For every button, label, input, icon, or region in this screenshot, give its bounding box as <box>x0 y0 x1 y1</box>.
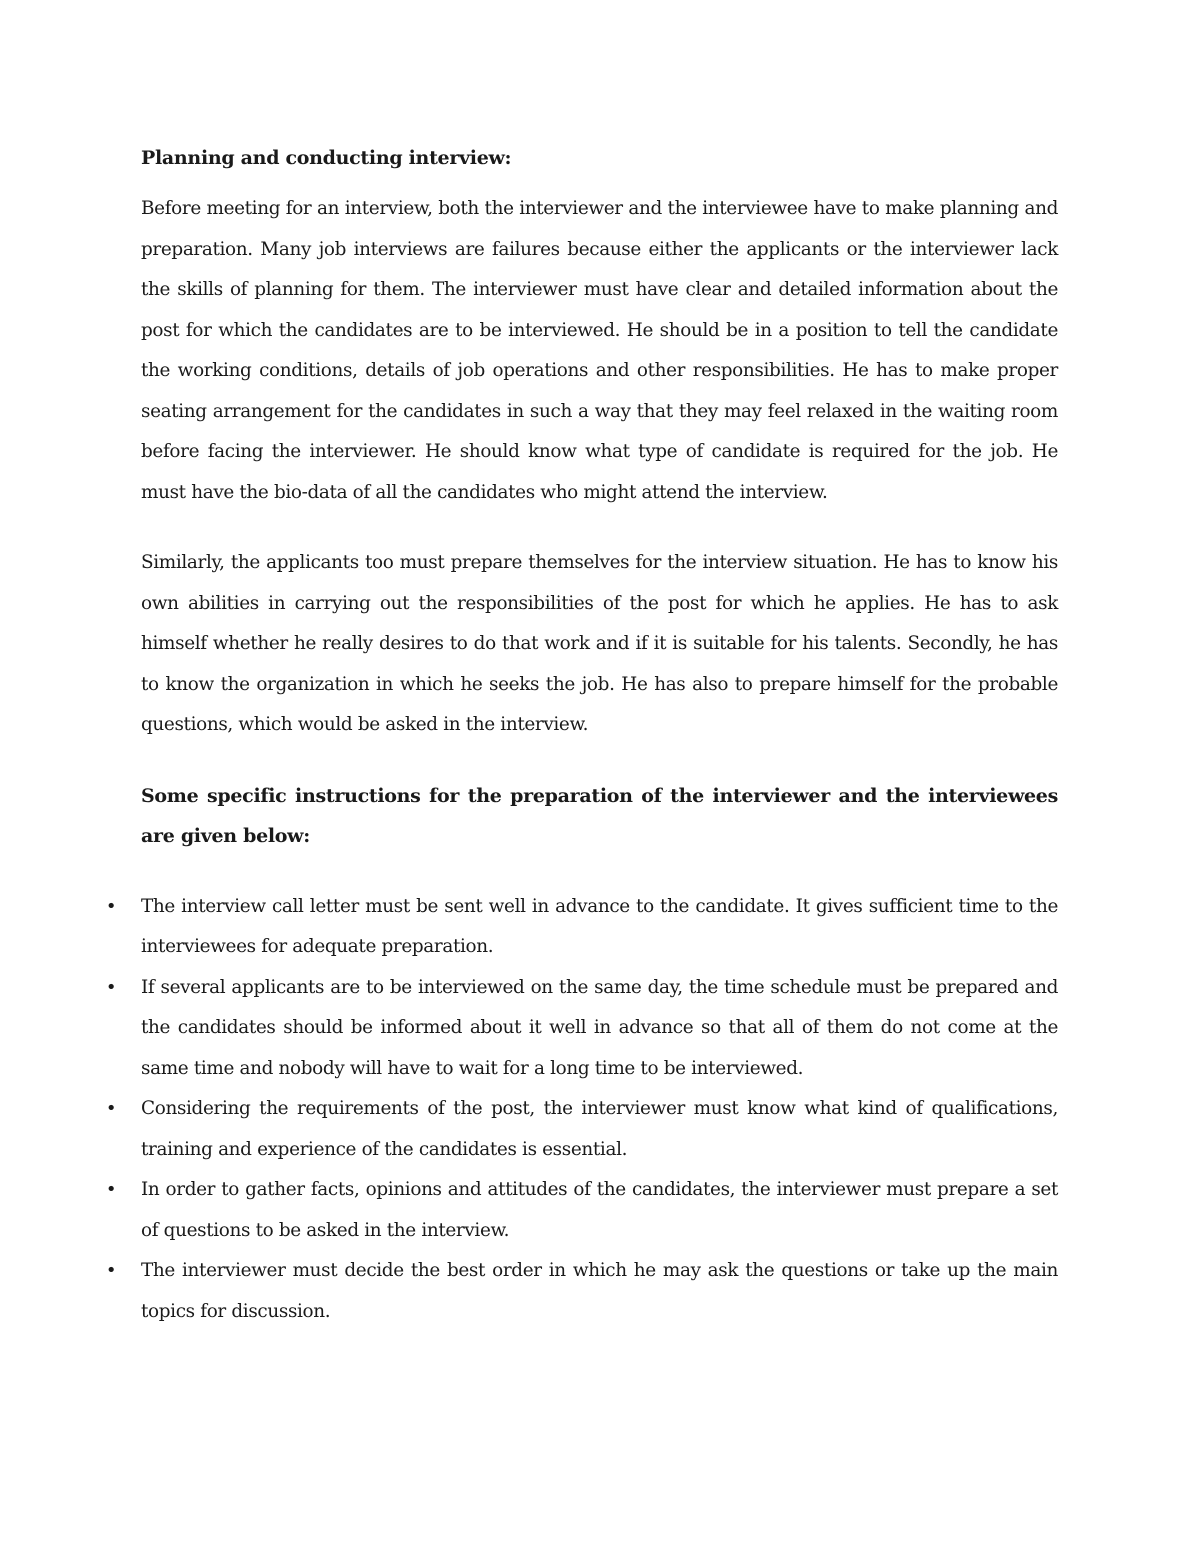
instructions-list <box>105 887 1058 1333</box>
list-item-text: In order to gather facts, opinions and attitudes of the candidates, the interviewer must prepare a set of questions to be asked in the interview. <box>141 1179 1058 1241</box>
bullet-icon: • <box>105 976 117 998</box>
list-item-text: The interviewer must decide the best order in which he may ask the questions or take up the main topics for discussion. <box>141 1260 1058 1322</box>
section-heading: Planning and conducting interview: <box>141 147 512 169</box>
list-item <box>105 968 1058 1090</box>
bullet-icon: • <box>105 1098 117 1119</box>
instructions-subheading: Some specific instructions for the preparation of the interviewer and the interviewees are given below: <box>141 784 1058 847</box>
list-item-text: Considering the requirements of the post, the interviewer must know what kind of qualifications, training and experience of the candidates is essential. <box>141 1098 1058 1160</box>
list-item-text: If several applicants are to be interviewed on the same day, the time schedule must be prepared and the candidates should be informed about it well in advance so that all of them do not come at the same time and nobody will have to wait for a long time to be interviewed. <box>141 976 1058 1079</box>
list-item <box>105 1089 1058 1170</box>
list-item <box>105 1170 1058 1251</box>
bullet-icon: • <box>105 1179 117 1200</box>
paragraph-interviewer-planning: Before meeting for an interview, both the interviewer and the interviewee have to make planning and preparation. Many job interviews are failures because either the applicants or the interviewer lack the skills of planning for them. The interviewer must have clear and detailed information about the post for which the candidates are to be interviewed. He should be in a position to tell the candidate the working conditions, details of job operations and other responsibilities. He has to make proper seating arrangement for the candidates in such a way that they may feel relaxed in the waiting room before facing the interviewer. He should know what type of candidate is required for the job. He must have the bio-data of all the candidates who might attend the interview. <box>141 198 1058 503</box>
bullet-icon: • <box>105 895 117 917</box>
bullet-icon: • <box>105 1260 117 1281</box>
list-item-text: The interview call letter must be sent well in advance to the candidate. It gives sufficient time to the interviewees for adequate preparation. <box>141 895 1058 957</box>
list-item <box>105 887 1058 968</box>
paragraph-applicant-preparation: Similarly, the applicants too must prepare themselves for the interview situation. He has to know his own abilities in carrying out the responsibilities of the post for which he applies. He has to ask himself whether he really desires to do that work and if it is suitable for his talents. Secondly, he has to know the organization in which he seeks the job. He has also to prepare himself for the probable questions, which would be asked in the interview. <box>141 552 1058 735</box>
list-item <box>105 1251 1058 1332</box>
document-body <box>105 138 1058 1332</box>
